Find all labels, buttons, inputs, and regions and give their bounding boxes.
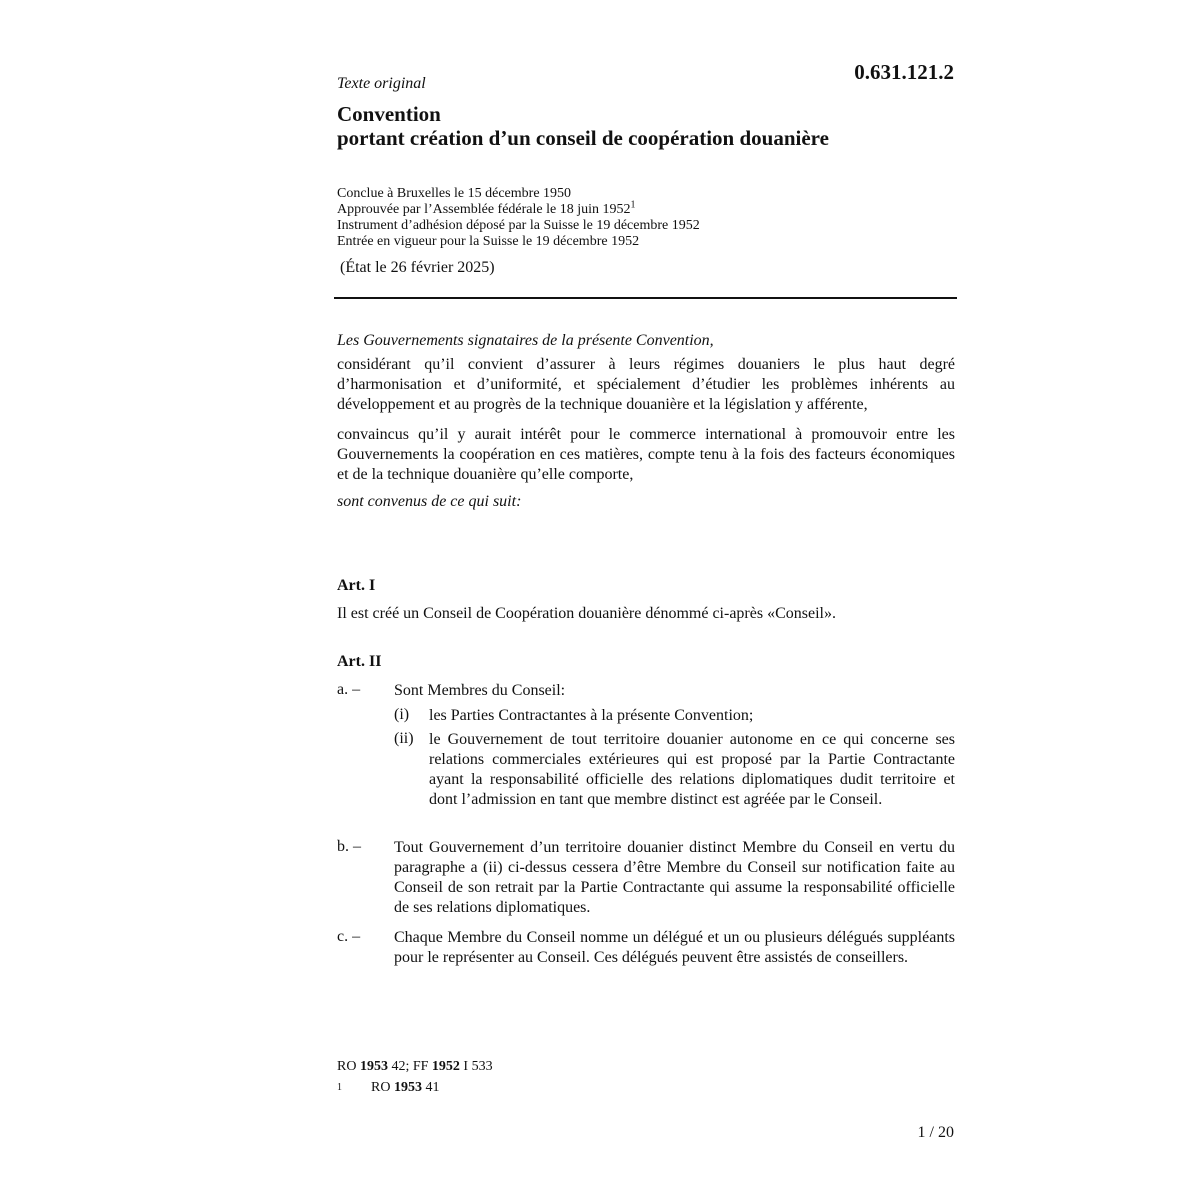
paragraph-a-label: a. –	[337, 681, 361, 698]
footnote-number: 1	[337, 1082, 342, 1093]
document-reference-number: 0.631.121.2	[854, 60, 954, 84]
status-date: (État le 26 février 2025)	[340, 259, 495, 276]
item-i-label: (i)	[394, 706, 410, 723]
article-1-text: Il est créé un Conseil de Coopération douanière dénommé ci-après «Conseil».	[337, 605, 836, 622]
article-2-heading: Art. II	[337, 653, 382, 670]
paragraph-c-label: c. –	[337, 928, 361, 945]
footnote-prefix: RO	[371, 1080, 394, 1095]
preamble-paragraph-1: considérant qu’il convient d’assurer à leurs régimes douaniers le plus haut degré d’harmonisation et d’uniformité, et spécialement d’étudier les problèmes inhérents au développement et au progrès de la technique douanière et la législation y afférente,	[337, 356, 955, 413]
item-ii-text: le Gouvernement de tout territoire douanier autonome en ce qui concerne ses relations commerciales extérieures qui est proposé par la Partie Contractante ayant la responsabilité officielle des relations diplomatiques dudit territoire et dont l’admission en tant que membre distinct est agréée par le Conseil.	[429, 731, 955, 808]
footnote-year: 1953	[393, 1080, 422, 1095]
paragraph-c-text: Chaque Membre du Conseil nomme un délégué et un ou plusieurs délégués suppléants pour le représenter au Conseil. Ces délégués peuvent être assistés de conseillers.	[394, 929, 955, 966]
document-title	[337, 102, 829, 150]
preamble-paragraph-2: convaincus qu’il y aurait intérêt pour le commerce international à promouvoir entre les Gouvernements la coopération en ces matières, compte tenu à la fois des facteurs économiques et de la technique douanière qu’elle comporte,	[337, 426, 955, 483]
preamble-intro: Les Gouvernements signataires de la présente Convention,	[337, 332, 714, 349]
footnote-1	[337, 1079, 439, 1097]
paragraph-b-label: b. –	[337, 838, 361, 855]
concluded-line: Conclue à Bruxelles le 15 décembre 1950	[337, 186, 572, 201]
paragraph-a-text: Sont Membres du Conseil:	[394, 682, 566, 699]
ff-year: 1952	[431, 1059, 460, 1074]
document-metadata	[337, 186, 700, 250]
title-line-1: Convention	[337, 102, 441, 126]
preamble-closing: sont convenus de ce qui suit:	[337, 493, 522, 510]
ro-page: 42; FF	[387, 1059, 432, 1074]
approved-line	[337, 199, 700, 218]
original-text-label: Texte original	[337, 75, 426, 92]
ro-prefix: RO	[337, 1059, 360, 1074]
header-divider	[334, 297, 957, 299]
footnote-page: 41	[421, 1080, 440, 1095]
entry-into-force-line: Entrée en vigueur pour la Suisse le 19 décembre 1952	[337, 234, 640, 249]
paragraph-b-text: Tout Gouvernement d’un territoire douanier distinct Membre du Conseil en vertu du paragraphe a (ii) ci-dessus cessera d’être Membre du Conseil sur notification faite au Conseil de son retrait par la Partie Contractante qui assume la responsabilité officielle de ses relations diplomatiques.	[394, 839, 955, 916]
footnote-ref[interactable]: 1	[630, 199, 636, 211]
article-1-heading: Art. I	[337, 577, 376, 594]
item-i-text: les Parties Contractantes à la présente Convention;	[429, 707, 754, 724]
source-reference	[337, 1058, 493, 1076]
title-line-2: portant création d’un conseil de coopération douanière	[337, 126, 829, 150]
page-number: 1 / 20	[917, 1124, 954, 1141]
ro-year: 1953	[359, 1059, 388, 1074]
instrument-line: Instrument d’adhésion déposé par la Suisse le 19 décembre 1952	[337, 218, 700, 233]
item-ii-label: (ii)	[394, 730, 414, 747]
approved-text: Approuvée par l’Assemblée fédérale le 18 juin 1952	[337, 202, 631, 217]
ff-page: I 533	[459, 1059, 493, 1074]
